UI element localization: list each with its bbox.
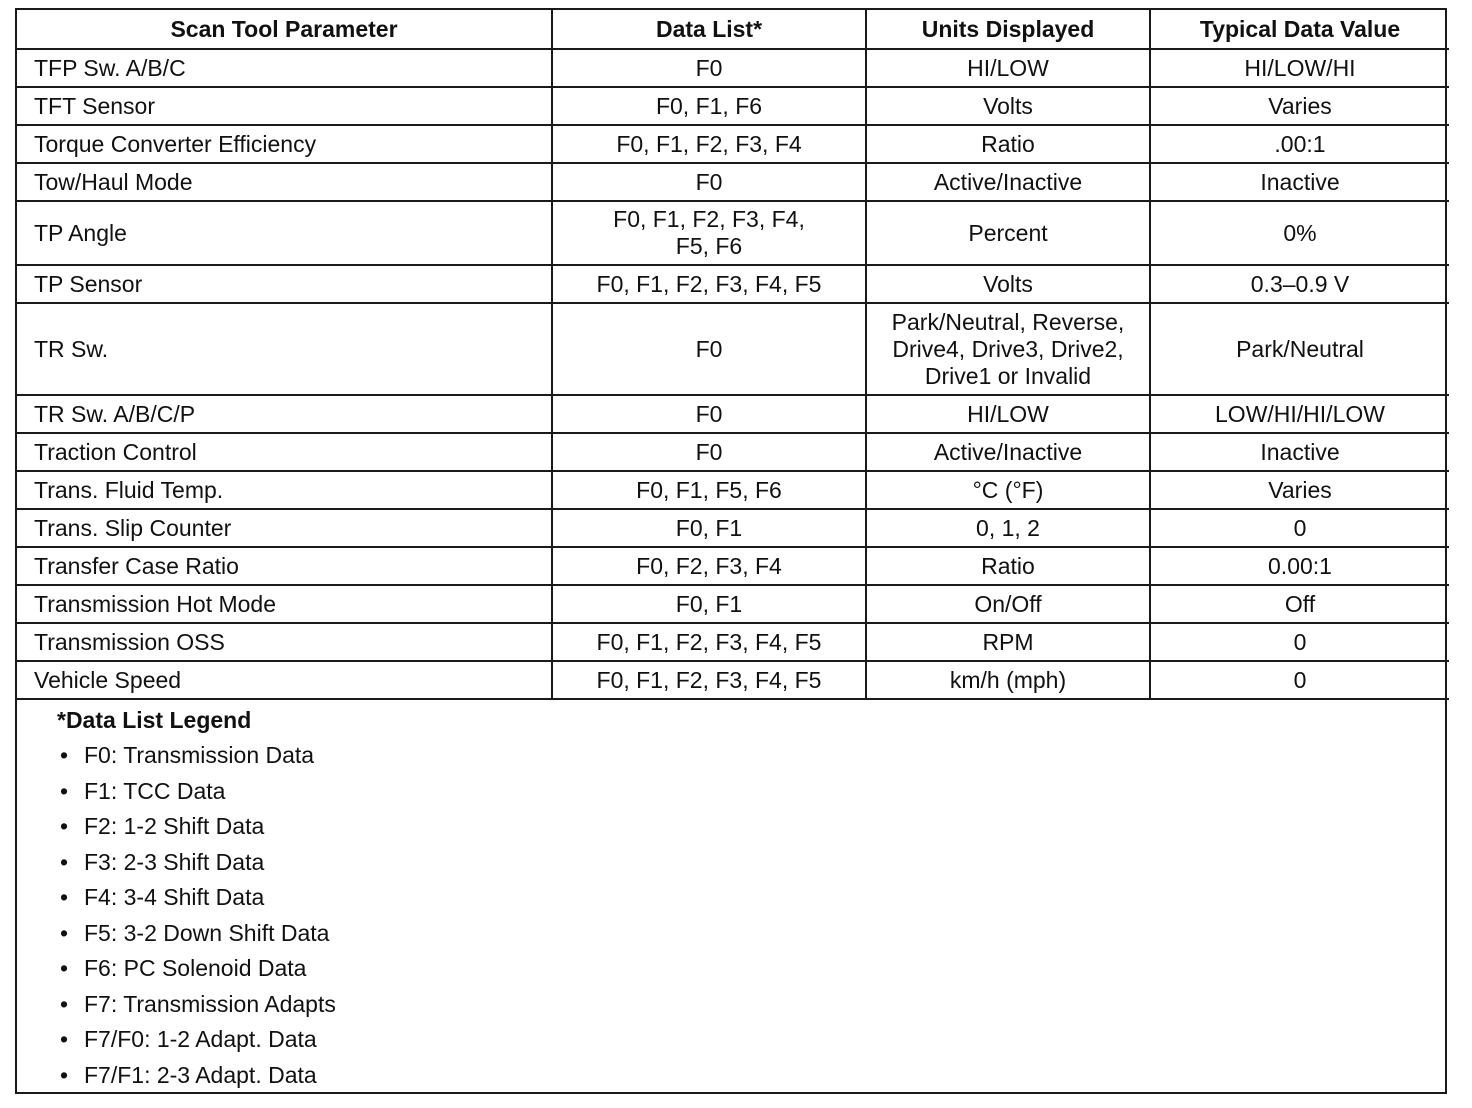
parameter-cell: Vehicle Speed — [17, 661, 552, 699]
data-list-cell: F0 — [552, 163, 866, 201]
data-list-cell: F0, F1, F2, F3, F4, F5 — [552, 265, 866, 303]
list-item — [57, 1022, 1445, 1058]
table-row — [17, 49, 1449, 87]
data-list-legend — [17, 700, 1445, 1093]
typical-value-cell: 0% — [1150, 201, 1449, 265]
units-cell: Volts — [866, 87, 1150, 125]
units-cell: °C (°F) — [866, 471, 1150, 509]
bullet-icon: • — [60, 742, 69, 768]
units-cell: HI/LOW — [866, 395, 1150, 433]
list-item — [57, 845, 1445, 881]
legend-item-label: F6: PC Solenoid Data — [84, 955, 307, 981]
legend-item-label: F1: TCC Data — [84, 777, 226, 804]
table-row — [17, 265, 1449, 303]
data-list-cell: F0 — [552, 303, 866, 395]
parameter-cell: Tow/Haul Mode — [17, 163, 552, 201]
bullet-icon: • — [60, 848, 69, 875]
bullet-icon: • — [60, 1026, 69, 1052]
data-list-cell: F0, F1, F2, F3, F4, F5, F6 — [552, 201, 866, 265]
legend-item-label: F3: 2-3 Shift Data — [84, 848, 265, 875]
typical-value-cell: .00:1 — [1150, 125, 1449, 163]
parameter-cell: TP Sensor — [17, 265, 552, 303]
bullet-icon: • — [60, 777, 69, 804]
header-data-list: Data List* — [552, 10, 866, 49]
legend-item-label: F7/F0: 1-2 Adapt. Data — [84, 1026, 317, 1052]
units-cell: Percent — [866, 201, 1150, 265]
list-item — [57, 951, 1445, 987]
typical-value-cell: Inactive — [1150, 163, 1449, 201]
typical-value-cell: 0 — [1150, 509, 1449, 547]
typical-value-cell: Park/Neutral — [1150, 303, 1449, 395]
units-cell: Ratio — [866, 125, 1150, 163]
list-item — [57, 738, 1445, 774]
data-list-cell: F0 — [552, 433, 866, 471]
bullet-icon: • — [60, 884, 69, 910]
list-item — [57, 809, 1445, 845]
list-item — [57, 774, 1445, 810]
list-item — [57, 987, 1445, 1023]
legend-item-label: F4: 3-4 Shift Data — [84, 884, 265, 910]
legend-list — [57, 738, 1445, 1093]
table-row — [17, 303, 1449, 395]
units-cell: km/h (mph) — [866, 661, 1150, 699]
data-list-cell: F0, F1, F6 — [552, 87, 866, 125]
parameter-cell: TFT Sensor — [17, 87, 552, 125]
data-list-cell: F0, F1 — [552, 509, 866, 547]
bullet-icon: • — [60, 955, 69, 981]
typical-value-cell: Varies — [1150, 87, 1449, 125]
units-cell: Ratio — [866, 547, 1150, 585]
table-row — [17, 125, 1449, 163]
table-row — [17, 433, 1449, 471]
units-cell: RPM — [866, 623, 1150, 661]
scan-tool-parameter-table — [17, 10, 1449, 700]
data-list-cell: F0, F1, F2, F3, F4, F5 — [552, 623, 866, 661]
parameter-cell: TR Sw. — [17, 303, 552, 395]
data-list-cell: F0, F1, F5, F6 — [552, 471, 866, 509]
data-list-cell: F0 — [552, 395, 866, 433]
header-scan-tool-parameter: Scan Tool Parameter — [17, 10, 552, 49]
units-cell: Park/Neutral, Reverse, Drive4, Drive3, Drive2, Drive1 or Invalid — [866, 303, 1150, 395]
legend-item-label: F0: Transmission Data — [84, 742, 315, 768]
parameter-cell: Torque Converter Efficiency — [17, 125, 552, 163]
header-typical-data-value: Typical Data Value — [1150, 10, 1449, 49]
data-list-cell: F0, F1, F2, F3, F4, F5 — [552, 661, 866, 699]
table-row — [17, 471, 1449, 509]
parameter-cell: Traction Control — [17, 433, 552, 471]
units-cell: Active/Inactive — [866, 163, 1150, 201]
table-row — [17, 201, 1449, 265]
units-cell: HI/LOW — [866, 49, 1150, 87]
units-cell: On/Off — [866, 585, 1150, 623]
typical-value-cell: 0 — [1150, 623, 1449, 661]
table-row — [17, 395, 1449, 433]
list-item — [57, 1058, 1445, 1094]
bullet-icon: • — [60, 919, 69, 946]
units-cell: Volts — [866, 265, 1150, 303]
table-header-row — [17, 10, 1449, 49]
data-list-cell: F0, F2, F3, F4 — [552, 547, 866, 585]
legend-item-label: F2: 1-2 Shift Data — [84, 813, 265, 839]
bullet-icon: • — [60, 1061, 69, 1088]
legend-item-label: F7/F1: 2-3 Adapt. Data — [84, 1061, 317, 1088]
typical-value-cell: Off — [1150, 585, 1449, 623]
data-list-cell: F0, F1, F2, F3, F4 — [552, 125, 866, 163]
table-row — [17, 509, 1449, 547]
legend-title: *Data List Legend — [57, 707, 252, 733]
units-cell: 0, 1, 2 — [866, 509, 1150, 547]
typical-value-cell: Varies — [1150, 471, 1449, 509]
typical-value-cell: Inactive — [1150, 433, 1449, 471]
table-row — [17, 87, 1449, 125]
legend-item-label: F5: 3-2 Down Shift Data — [84, 919, 330, 946]
parameter-cell: Transfer Case Ratio — [17, 547, 552, 585]
parameter-cell: Trans. Slip Counter — [17, 509, 552, 547]
parameter-cell: TFP Sw. A/B/C — [17, 49, 552, 87]
parameter-cell: Transmission OSS — [17, 623, 552, 661]
header-units-displayed: Units Displayed — [866, 10, 1150, 49]
legend-item-label: F7: Transmission Adapts — [84, 990, 336, 1017]
parameter-cell: TR Sw. A/B/C/P — [17, 395, 552, 433]
table-row — [17, 547, 1449, 585]
parameter-cell: Trans. Fluid Temp. — [17, 471, 552, 509]
typical-value-cell: 0.00:1 — [1150, 547, 1449, 585]
table-row — [17, 623, 1449, 661]
parameter-cell: TP Angle — [17, 201, 552, 265]
typical-value-cell: 0.3–0.9 V — [1150, 265, 1449, 303]
typical-value-cell: 0 — [1150, 661, 1449, 699]
typical-value-cell: LOW/HI/HI/LOW — [1150, 395, 1449, 433]
scan-tool-data-sheet — [15, 8, 1447, 1094]
data-list-cell: F0, F1 — [552, 585, 866, 623]
units-cell: Active/Inactive — [866, 433, 1150, 471]
list-item — [57, 916, 1445, 952]
table-row — [17, 661, 1449, 699]
bullet-icon: • — [60, 990, 69, 1017]
parameter-cell: Transmission Hot Mode — [17, 585, 552, 623]
list-item — [57, 880, 1445, 916]
table-row — [17, 163, 1449, 201]
typical-value-cell: HI/LOW/HI — [1150, 49, 1449, 87]
data-list-cell: F0 — [552, 49, 866, 87]
bullet-icon: • — [60, 813, 69, 839]
table-row — [17, 585, 1449, 623]
